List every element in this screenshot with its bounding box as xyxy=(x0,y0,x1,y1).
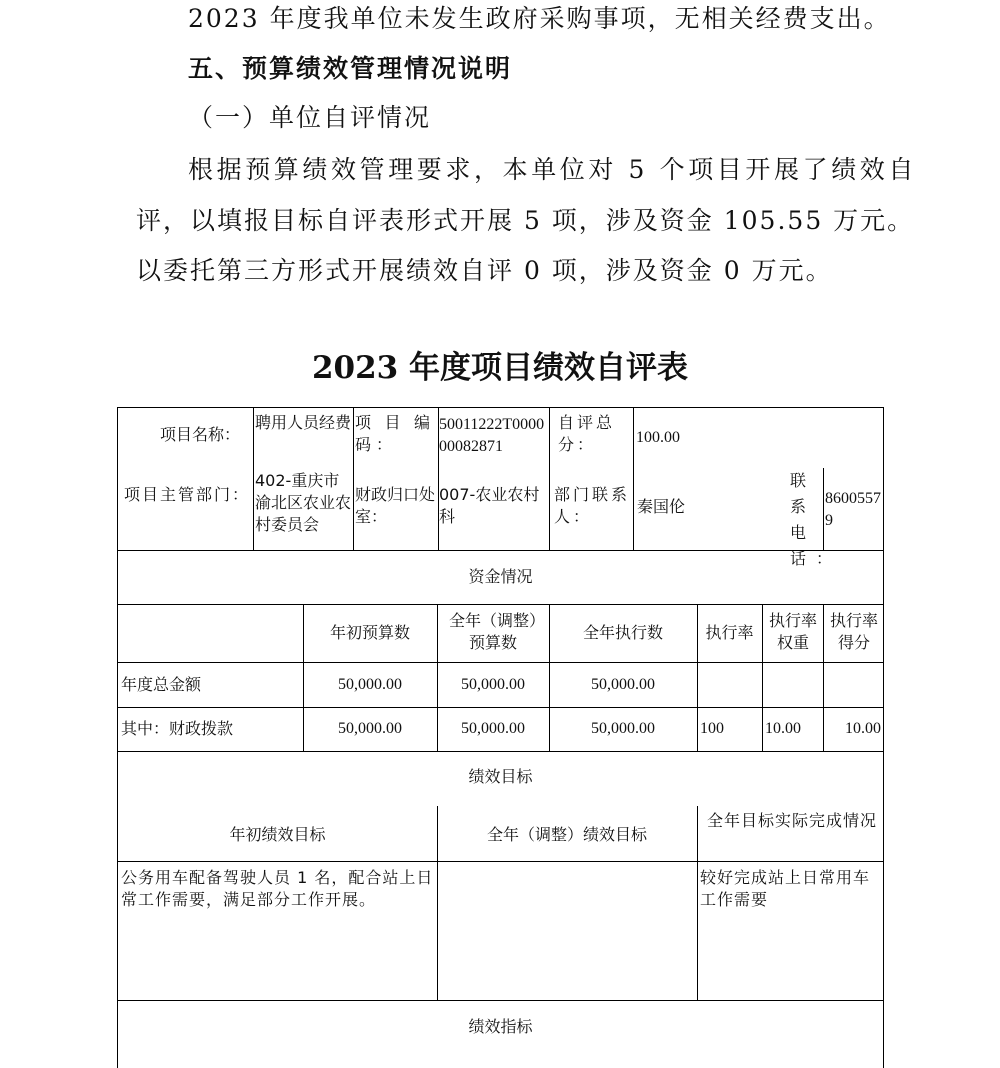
self-score-label: 自评总分： xyxy=(558,413,616,454)
project-code-label: 项目编码： xyxy=(355,413,435,454)
self-score-value: 100.00 xyxy=(636,429,680,446)
col-actual-completion: 全年目标实际完成情况 xyxy=(706,811,877,830)
table-title: 2023 年度项目绩效自评表 xyxy=(311,350,689,386)
project-code-value: 50011222T000000082871 xyxy=(439,416,545,455)
col-rate-weight: 执行率权重 xyxy=(768,611,817,652)
col-rate-score: 执行率得分 xyxy=(829,611,878,652)
col-adjusted-target: 全年（调整）绩效目标 xyxy=(486,825,647,844)
row-fiscal-label: 其中：财政拨款 xyxy=(121,719,234,738)
project-name-label: 项目名称： xyxy=(159,425,240,444)
actual-completion-text: 较好完成站上日常用车工作需要 xyxy=(700,868,871,909)
subheading-self-evaluation: （一）单位自评情况 xyxy=(188,103,432,132)
row-total-adjusted: 50,000.00 xyxy=(461,676,525,693)
finance-value: 007-农业农村科 xyxy=(439,485,540,526)
phone-label: 联系电话： xyxy=(790,471,843,568)
dept-value: 402-重庆市渝北区农业农村委员会 xyxy=(255,471,352,534)
row-fiscal-score: 10.00 xyxy=(845,720,881,737)
funds-section-title: 资金情况 xyxy=(468,567,533,586)
dept-label: 项目主管部门： xyxy=(123,485,250,504)
paragraph-line-3: 以委托第三方形式开展绩效自评 0 项，涉及资金 0 万元。 xyxy=(136,256,833,285)
row-total-initial: 50,000.00 xyxy=(338,676,402,693)
row-total-executed: 50,000.00 xyxy=(591,676,655,693)
col-adjusted-budget: 全年（调整）预算数 xyxy=(448,611,537,652)
project-name-value: 聘用人员经费 xyxy=(255,413,352,432)
phone-value: 86005579 xyxy=(825,490,881,529)
col-exec-rate: 执行率 xyxy=(705,623,754,642)
row-total-label: 年度总金额 xyxy=(121,675,202,694)
performance-table xyxy=(117,407,884,1068)
col-initial-budget: 年初预算数 xyxy=(329,623,410,642)
targets-section-title: 绩效目标 xyxy=(468,767,533,786)
row-fiscal-weight: 10.00 xyxy=(765,720,801,737)
intro-line-procurement: 2023 年度我单位未发生政府采购事项，无相关经费支出。 xyxy=(188,4,891,33)
row-fiscal-initial: 50,000.00 xyxy=(338,720,402,737)
finance-label: 财政归口处室： xyxy=(355,485,436,526)
paragraph-line-1: 根据预算绩效管理要求，本单位对 5 个项目开展了绩效自 xyxy=(188,155,918,184)
contact-label: 部门联系人： xyxy=(554,485,631,526)
col-initial-target: 年初绩效目标 xyxy=(229,825,326,844)
initial-target-text: 公务用车配备驾驶人员 1 名，配合站上日常工作需要，满足部分工作开展。 xyxy=(121,868,434,909)
contact-value: 秦国伦 xyxy=(637,497,686,516)
paragraph-line-2: 评，以填报目标自评表形式开展 5 项，涉及资金 105.55 万元。 xyxy=(136,206,915,235)
row-fiscal-executed: 50,000.00 xyxy=(591,720,655,737)
col-executed: 全年执行数 xyxy=(582,623,663,642)
row-fiscal-adjusted: 50,000.00 xyxy=(461,720,525,737)
section-heading-5: 五、预算绩效管理情况说明 xyxy=(188,54,513,83)
indicators-section-title: 绩效指标 xyxy=(468,1017,533,1036)
row-fiscal-rate: 100 xyxy=(700,720,724,737)
